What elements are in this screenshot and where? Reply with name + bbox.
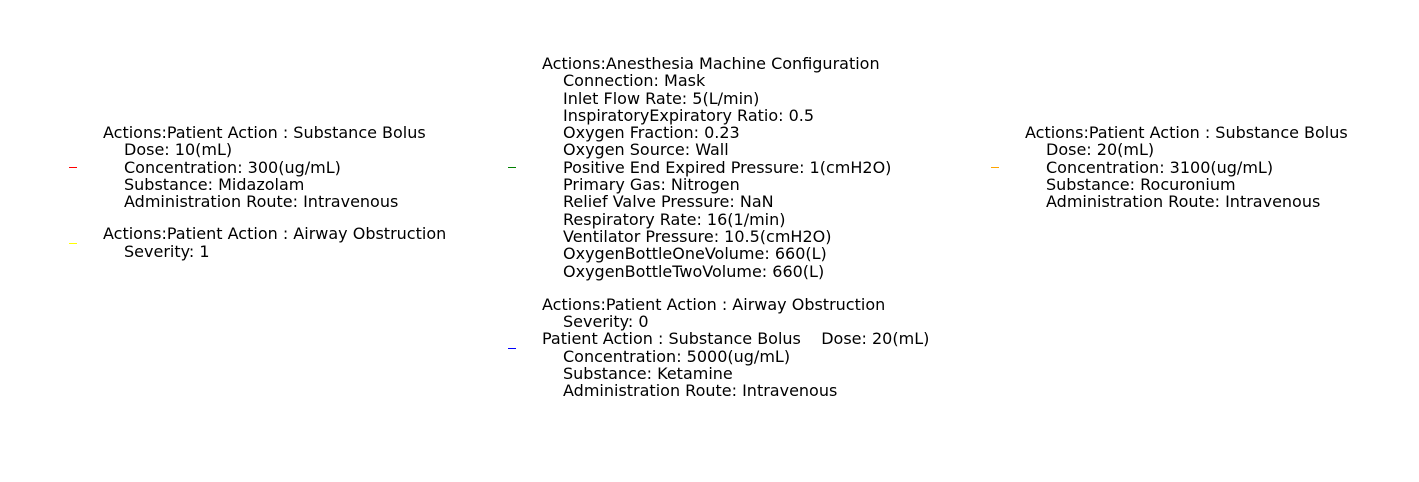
legend-entry-line: Respiratory Rate: 16(1/min) (563, 209, 786, 229)
legend-column (1025, 124, 1348, 210)
legend-entry-line: InspiratoryExpiratory Ratio: 0.5 (563, 105, 815, 125)
legend-entry-title: Actions:Patient Action : Substance Bolus (1025, 123, 1348, 142)
legend-marker (508, 348, 516, 349)
legend-entry-line: Concentration: 5000(ug/mL) (563, 346, 791, 366)
legend-entry-line: Dose: 10(mL) (124, 140, 233, 160)
legend-entry-line: Relief Valve Pressure: NaN (563, 192, 774, 212)
legend-entry-line: Inlet Flow Rate: 5(L/min) (563, 88, 760, 108)
legend-entry-line: Substance: Midazolam (124, 174, 305, 194)
legend-entry-line: Oxygen Source: Wall (563, 140, 729, 160)
legend-entry-line: Connection: Mask (563, 71, 706, 91)
legend-entry-line: Severity: 0 (563, 312, 649, 332)
legend-entry-line: OxygenBottleTwoVolume: 660(L) (563, 261, 825, 281)
legend-entry-line: Concentration: 3100(ug/mL) (1046, 157, 1274, 177)
legend-entry-line: OxygenBottleOneVolume: 660(L) (563, 244, 827, 264)
legend-entry-line: Administration Route: Intravenous (563, 381, 838, 401)
legend-entry-line: Ventilator Pressure: 10.5(cmH2O) (563, 226, 832, 246)
legend-entry-line: Concentration: 300(ug/mL) (124, 157, 341, 177)
legend-entry-line: Administration Route: Intravenous (1046, 192, 1321, 212)
legend-marker (508, 167, 516, 168)
legend-entry-line: Dose: 20(mL) (1046, 140, 1155, 160)
legend-entry (103, 225, 446, 260)
legend-column (103, 124, 446, 260)
legend-entry-title: Actions:Patient Action : Airway Obstruction (103, 224, 447, 244)
legend-entry-title: Actions:Patient Action : Airway Obstruction (542, 294, 886, 314)
legend-entry-line: Primary Gas: Nitrogen (563, 175, 740, 195)
legend-entry (542, 55, 929, 280)
legend-entry-title: Actions:Patient Action : Substance Bolus (103, 123, 426, 142)
legend-marker (69, 167, 77, 168)
legend-entry-line: Administration Route: Intravenous (124, 192, 399, 212)
legend-marker (991, 167, 999, 168)
legend-entry-line: Positive End Expired Pressure: 1(cmH2O) (563, 157, 892, 177)
legend-entry (542, 296, 929, 400)
legend-entry-line: Severity: 1 (124, 241, 210, 261)
legend-column (542, 55, 929, 400)
legend-entry-line: Substance: Ketamine (563, 364, 733, 384)
legend-entry (1025, 124, 1348, 210)
legend-entry-title: Actions:Anesthesia Machine Configuration (542, 54, 880, 73)
legend-entry-line: Patient Action : Substance Bolus Dose: 20(mL) (542, 329, 930, 349)
legend-entry (103, 124, 446, 210)
legend-entry-line: Oxygen Fraction: 0.23 (563, 123, 740, 143)
legend-entry-line: Substance: Rocuronium (1046, 174, 1236, 194)
legend-marker (69, 243, 77, 244)
